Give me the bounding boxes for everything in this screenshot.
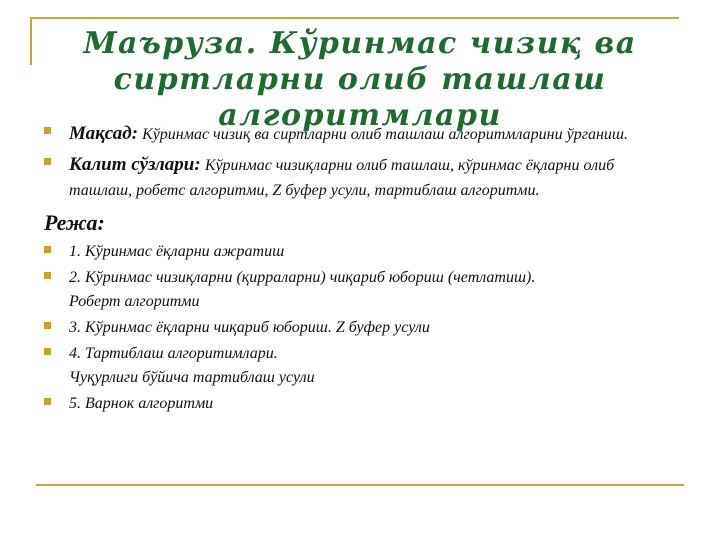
keywords-keyword: Калит сўзлари:: [69, 154, 201, 175]
title-line-2: сиртларни олиб ташлаш: [113, 62, 607, 97]
bullet-icon: [44, 322, 51, 329]
plan-item: [44, 392, 680, 416]
slide-title: [40, 26, 680, 134]
plan-item-line-2: Роберт алгоритми: [69, 293, 200, 310]
title-line-3: алгоритмлари: [218, 98, 502, 133]
plan-item: [44, 342, 680, 390]
plan-item: [44, 266, 680, 314]
bullet-icon: [44, 348, 51, 355]
plan-item-line: 1. Кўринмас ёқларни ажратиш: [69, 243, 285, 260]
left-rule: [30, 17, 32, 65]
bullet-icon: [44, 127, 51, 134]
plan-item-line: 5. Варнок алгоритми: [69, 395, 214, 412]
plan-item-line: 3. Кўринмас ёқларни чиқариб юбориш. Z буфер усули: [69, 319, 430, 336]
keywords-text: Кўринмас чизиқларни олиб ташлаш, кўринмас ёқларни олиб ташлаш, робетс алгоритми, Z буфер усули, тартиблаш алгоритми.: [69, 157, 615, 199]
bottom-rule: [36, 484, 684, 486]
goal-keyword: Мақсад:: [69, 123, 138, 144]
bullet-icon: [44, 398, 51, 405]
plan-item-line: 2. Кўринмас чизиқларни (қирраларни) чиқариб юбориш (четлатиш).: [69, 269, 536, 286]
top-rule: [30, 17, 679, 19]
bullet-icon: [44, 272, 51, 279]
plan-item: [44, 240, 680, 264]
bullet-icon: [44, 158, 51, 165]
slide-body: [44, 122, 680, 418]
plan-heading: Режа:: [44, 210, 105, 235]
plan-item: [44, 316, 680, 340]
plan-item-line: 4. Тартиблаш алгоритимлари.: [69, 345, 278, 362]
title-line-1: Маъруза. Кўринмас чизиқ ва: [83, 26, 637, 61]
bullet-icon: [44, 246, 51, 253]
plan-item-line-2: Чуқурлиги бўйича тартиблаш усули: [69, 369, 315, 386]
goal-text: Кўринмас чизиқ ва сиртларни олиб ташлаш алгоритмларини ўрганиш.: [142, 126, 628, 143]
keywords-item: [44, 153, 680, 203]
goal-item: [44, 122, 680, 147]
